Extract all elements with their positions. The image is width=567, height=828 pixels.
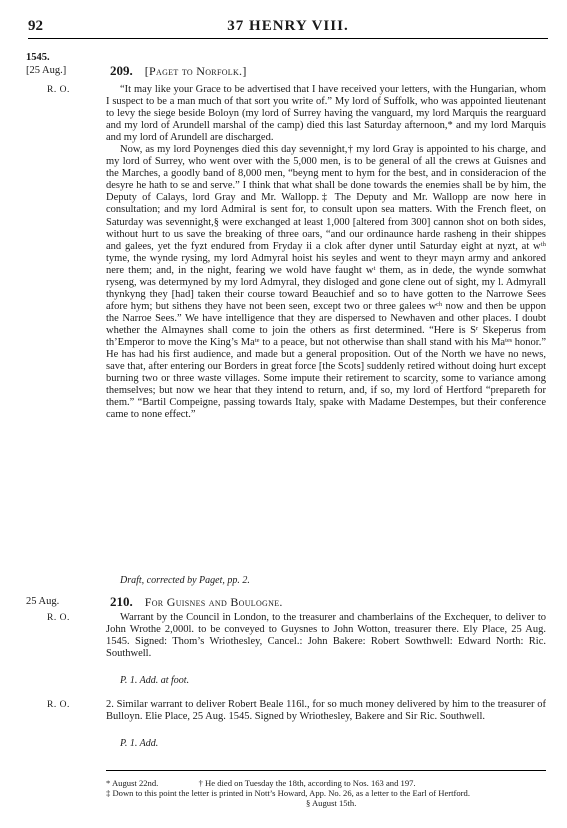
footnote-row — [106, 778, 546, 788]
entry-body — [106, 699, 546, 723]
entry-note: P. 1. Add. at foot. — [120, 675, 190, 686]
margin-source: R. O. — [47, 613, 70, 623]
footnote: ‡ Down to this point the letter is printed in Nott’s Howard, App. No. 26, as a letter to the Earl of Hertford. — [106, 788, 470, 798]
entry-body — [106, 84, 546, 421]
page-header — [28, 20, 548, 39]
footnotes — [106, 778, 546, 808]
running-title: 37 HENRY VIII. — [227, 18, 349, 34]
margin-year: 1545. — [26, 52, 50, 63]
margin-source: R. O. — [47, 700, 70, 710]
entry-number: 210. — [110, 594, 133, 609]
page-number: 92 — [28, 18, 43, 34]
paragraph: “It may like your Grace to be advertised that I have received your letters, with the Hungarian, whom I suspect to be a man much of that sort you write of.” My lord of Suffolk, who was appointed lieutenant to levy the siege beside Boloyn (my lord of Surrey having the vanguard, my lord Marquis the rearguard and my lord of Arundell marshal of the camp) died this last Saturday afternoon,* and my lord Marquis and my lord of Arundell are discharged. — [106, 84, 546, 144]
margin-source: R. O. — [47, 85, 70, 95]
footnote: * August 22nd. — [106, 778, 159, 788]
entry-title: [Paget to Norfolk.] — [144, 64, 247, 78]
entry-title: For Guisnes and Boulogne. — [144, 595, 283, 609]
footnote: § August 15th. — [306, 798, 357, 808]
entry-heading — [110, 63, 247, 79]
paragraph: 2. Similar warrant to deliver Robert Beale 116l., for so much money delivered by him to the treasurer of Bulloyn. Elie Place, 25 Aug. 1545. Signed by Wriothesley, Bakere and Sir Ric. Southwell. — [106, 699, 546, 723]
margin-date: 25 Aug. — [26, 596, 60, 607]
paragraph: Warrant by the Council in London, to the treasurer and chamberlains of the Exchequer, to deliver to John Wrothe 2,000l. to be conveyed to Guysnes to John Wotton, treasurer there. Ely Place, 25 Aug. 1545. Signed: Thom’s Wriothesley, Cancel.: John Bakere: Robert Sowthwell: Edward North: Ric. Southwell. — [106, 612, 546, 660]
footnote: † He died on Tuesday the 18th, according to Nos. 163 and 197. — [198, 778, 416, 788]
margin-date: [25 Aug.] — [26, 65, 67, 76]
entry-note: P. 1. Add. — [120, 738, 159, 749]
entry-heading — [110, 594, 283, 610]
entry-note: Draft, corrected by Paget, pp. 2. — [120, 575, 250, 586]
entry-number: 209. — [110, 63, 133, 78]
paragraph: Now, as my lord Poynenges died this day sevennight,† my lord Gray is appointed to his charge, and my lord of Surrey, who went over with the 5,000 men, is to be general of all the crews at Guisnes and the Marches, a goodly band of 8,000 men, “beyng ment to hym for the best, and in consideracion of the desyre he hath to se and serve.” I think that what shall be done towards the enemies shall be by him, the Deputy of Calays, lord Gray and Mr. Wallopp.‡ The Deputy and Mr. Wallopp are now here in consultation; and my lord Admiral is sent for, to consult upon sea matters. With the French fleet, on Saturday was sevennight,§ were exchanged at least 1,000 [altered from 300] cannon shot on both sides, without hurt to us save the breaking of three oars, “and our ordinaunce harde rasheng in their shippes and galees, yet the fyzt endured from Fryday ii a clok after dyner until Saturday eight at nyzt, at wᵗʰ tyme, the wynde rysing, my lord Admyral hoist his seyles and went to theyr mayn army and ankored nere them; and, in the night, fearing we wold have faught wᵗ them, as in dede, the wynde somwhat ryseng, was determyned by my lord Admyral, they disloged and gone clene out of sight, my l. Admyrall thynkyng they [had] taken their course toward Beauchief and so to have gotten to the Narrowe Sees afore hym; but sithens they have not been seen, except two or three galees wᶜʰ now and then be uppon the Narroe Sees.” We have intelligence that they are dispersed to Newhaven and other places. I doubt whether the Almaynes shall come to join the others as first determined. “Here is Sʳ Skeperus from th’Emperor to move the King’s Maᵗᵉ to a peace, but not otherwise than shall stand with his Maᵗᵉˢ honor.” He has had his first audience, and made but a general proposition. Out of the North we have no news, save that, after entering our Borders in great force [the Scots] suddenly retired without doing hurt except burning two or three waste villages. Some impute their retirement to scarcity, some to variance among themselves; but now we hear that they intend to return, and, if so, my lord of Hertford “prepareth for them.” “Bartil Compeigne, passing towards Italy, spake with Madame Destempes, but their conference came to none effect.” — [106, 144, 546, 421]
entry-body — [106, 612, 546, 660]
footnote-rule — [106, 770, 546, 771]
